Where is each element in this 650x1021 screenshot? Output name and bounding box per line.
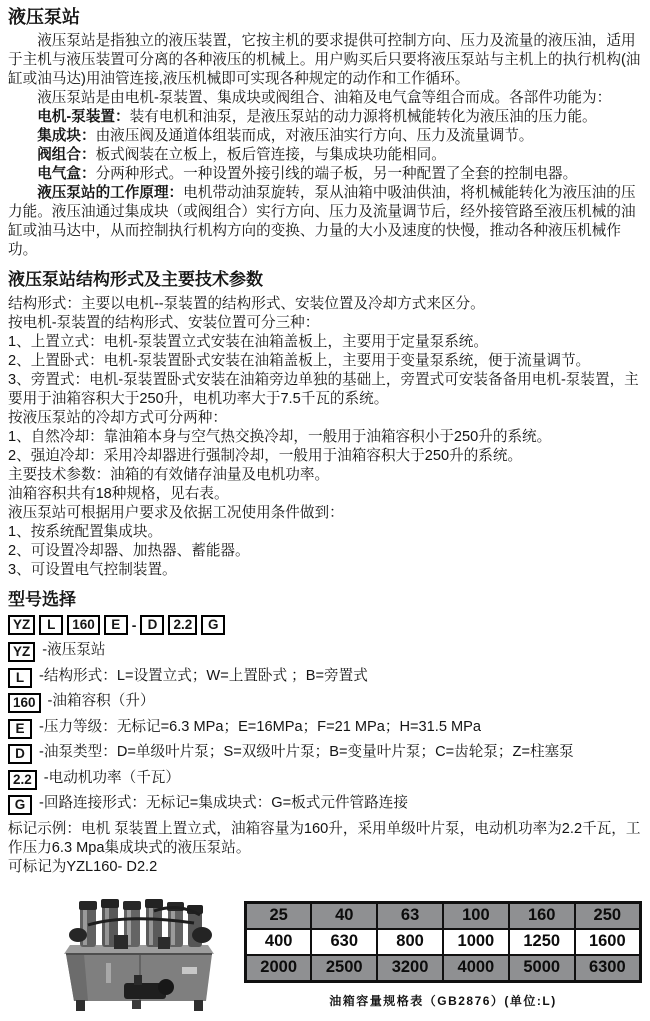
pump-station-photo — [54, 891, 226, 1021]
legend-text: -油泵类型：D=单级叶片泵；S=双级叶片泵；B=变量叶片泵；C=齿轮泵；Z=柱塞泵 — [39, 744, 574, 760]
table-cell: 160 — [509, 902, 575, 929]
tank-capacity-block — [244, 901, 642, 1011]
component-text: 装有电机和油泵，是液压泵站的动力源将机械能转化为液压油的压力能。 — [129, 109, 597, 125]
legend-code-box: YZ — [8, 642, 35, 662]
structure-line: 1、自然冷却：靠油箱本身与空气热交换冷却，一般用于油箱容积小于250升的系统。 — [8, 429, 552, 445]
table-cell: 40 — [311, 902, 377, 929]
structure-line: 按液压泵站的冷却方式可分两种： — [8, 410, 227, 426]
component-item-manifold — [8, 127, 642, 146]
table-cell: 25 — [246, 902, 312, 929]
legend-code-box: G — [8, 795, 32, 815]
section-title-structure: 液压泵站结构形式及主要技术参数 — [8, 270, 263, 289]
table-cell: 1000 — [443, 929, 509, 955]
intro-paragraph-1: 液压泵站是指独立的液压装置，它按主机的要求提供可控制方向、压力及流量的液压油，适用于主机与液压装置可分离的各种液压的机械上。用户购买后只要将液压泵站与主机上的执行机构(油缸或油马达)用油管连接,液压机械即可实现各种规定的动作和工作循环。 — [8, 33, 641, 87]
section-title-model-selection: 型号选择 — [8, 590, 76, 609]
table-cell: 100 — [443, 902, 509, 929]
model-legend-row — [8, 794, 642, 815]
table-cell: 800 — [377, 929, 443, 955]
component-item-electric-box — [8, 165, 642, 184]
legend-text: -液压泵站 — [42, 642, 106, 658]
component-text: 由液压阀及通道体组装而成，对液压油实行方向、压力及流量调节。 — [95, 128, 534, 144]
legend-code-box: 2.2 — [8, 770, 37, 790]
legend-code-box: D — [8, 744, 32, 764]
structure-line: 2、可设置冷却器、加热器、蓄能器。 — [8, 543, 250, 559]
table-cell: 4000 — [443, 955, 509, 982]
structure-line: 液压泵站可根据用户要求及依据工况使用条件做到： — [8, 505, 344, 521]
legend-text: -油箱容积（升） — [47, 693, 155, 709]
model-legend-row — [8, 743, 642, 764]
model-legend-row — [8, 769, 642, 790]
legend-code-box: L — [8, 668, 32, 688]
table-caption: 油箱容量规格表（GB2876）(单位:L) — [329, 993, 557, 1008]
table-cell: 1250 — [509, 929, 575, 955]
table-cell: 5000 — [509, 955, 575, 982]
table-row — [246, 902, 641, 929]
table-cell: 2000 — [246, 955, 312, 982]
legend-text: -回路连接形式：无标记=集成块式：G=板式元件管路连接 — [39, 795, 408, 811]
component-text: 分两种形式。一种设置外接引线的端子板，另一种配置了全套的控制电器。 — [95, 166, 578, 182]
table-row — [246, 955, 641, 982]
structure-line: 结构形式：主要以电机--泵装置的结构形式、安装位置及冷却方式来区分。 — [8, 296, 485, 312]
component-label: 电机-泵装置： — [37, 109, 130, 125]
component-text: 板式阀装在立板上，板后管连接，与集成块功能相同。 — [95, 147, 446, 163]
component-item-working-principle — [8, 184, 642, 260]
table-cell: 2500 — [311, 955, 377, 982]
table-row — [246, 929, 641, 955]
component-label: 集成块： — [37, 128, 96, 144]
model-code-segment: YZ — [8, 615, 35, 635]
table-cell: 1600 — [575, 929, 641, 955]
tank-capacity-table — [244, 901, 642, 983]
bottom-section — [8, 887, 642, 1021]
legend-text: -压力等级：无标记=6.3 MPa；E=16MPa；F=21 MPa；H=31.5 MPa — [39, 718, 482, 735]
intro-paragraph-2: 液压泵站是由电机-泵装置、集成块或阀组合、油箱及电气盒等组合而成。各部件功能为： — [37, 90, 612, 106]
model-legend-row — [8, 718, 642, 739]
structure-line: 2、强迫冷却：采用冷却器进行强制冷却，一般用于油箱容积大于250升的系统。 — [8, 448, 523, 464]
model-code-segment: L — [39, 615, 63, 635]
component-item-valve-combo — [8, 146, 642, 165]
legend-text: -电动机功率（千瓦） — [43, 769, 180, 786]
structure-line: 3、旁置式：电机-泵装置卧式安装在油箱旁边单独的基础上，旁置式可安装备备用电机-泵装置，主要用于油箱容积大于250升，电机功率大于7.5千瓦的系统。 — [8, 372, 639, 407]
structure-line: 3、可设置电气控制装置。 — [8, 562, 177, 578]
model-code-segment: 2.2 — [168, 615, 197, 635]
table-cell: 6300 — [575, 955, 641, 982]
model-code-segment: E — [104, 615, 128, 635]
model-legend-row — [8, 641, 642, 662]
marking-example: 标记示例：电机 泵装置上置立式，油箱容量为160升，采用单级叶片泵，电动机功率为2.2千瓦，工作压力6.3 Mpa集成块式的液压泵站。 — [8, 820, 641, 856]
model-code-row — [8, 615, 642, 635]
model-code-segment: 160 — [67, 615, 100, 635]
table-cell: 630 — [311, 929, 377, 955]
table-cell: 63 — [377, 902, 443, 929]
page-title: 液压泵站 — [8, 7, 80, 27]
structure-line: 主要技术参数：油箱的有效储存油量及电机功率。 — [8, 467, 330, 483]
table-cell: 250 — [575, 902, 641, 929]
table-cell: 3200 — [377, 955, 443, 982]
structure-line: 按电机-泵装置的结构形式、安装位置可分三种： — [8, 315, 320, 331]
structure-line: 1、上置立式：电机-泵装置立式安装在油箱盖板上，主要用于定量泵系统。 — [8, 334, 488, 350]
component-item-motor-pump — [8, 108, 642, 127]
legend-code-box: E — [8, 719, 32, 739]
component-text: 电机带动油泵旋转，泵从油箱中吸油供油，将机械能转化为液压油的压力能。液压油通过集成块（或阀组合）实行方向、压力及流量调节后，经外接管路至液压机械的油缸或油马达中，从而控制执行机构方向的变换、力量的大小及速度的快慢，推动各种液压机械作功。 — [8, 185, 636, 258]
component-label: 阀组合： — [37, 147, 96, 163]
legend-code-box: 160 — [8, 693, 41, 713]
model-legend-row — [8, 692, 642, 713]
model-code-segment: D — [140, 615, 164, 635]
structure-line: 1、按系统配置集成块。 — [8, 524, 163, 540]
model-legend-row — [8, 667, 642, 688]
structure-line: 2、上置卧式：电机-泵装置卧式安装在油箱盖板上，主要用于变量泵系统，便于流量调节。 — [8, 353, 591, 369]
legend-text: -结构形式：L=设置立式；W=上置卧式 ；B=旁置式 — [39, 667, 368, 684]
model-code-segment: G — [201, 615, 225, 635]
structure-line: 油箱容积共有18种规格，见右表。 — [8, 486, 229, 502]
model-code-dash: - — [131, 616, 137, 633]
marking-example-result: 可标记为YZL160- D2.2 — [8, 858, 158, 875]
component-label: 电气盒： — [37, 166, 96, 182]
table-cell: 400 — [246, 929, 312, 955]
component-label: 液压泵站的工作原理： — [37, 185, 184, 201]
